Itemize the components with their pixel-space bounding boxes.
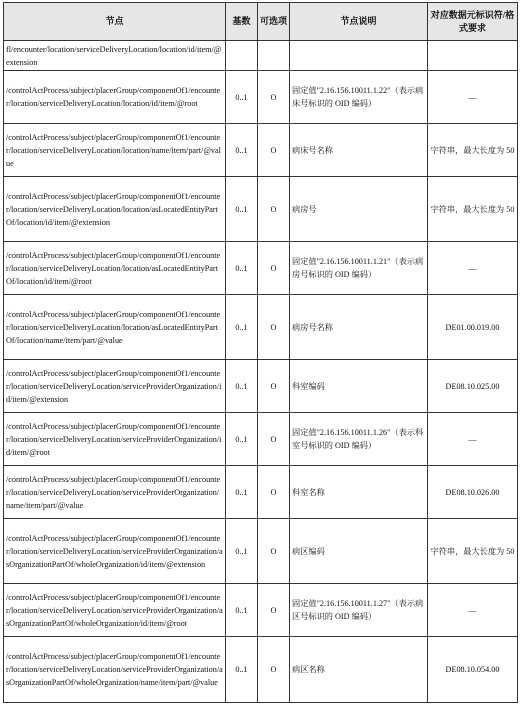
optional-cell: O <box>258 519 290 584</box>
format-cell: — <box>428 242 518 295</box>
format-cell: 字符串，最大长度为 50 <box>428 519 518 584</box>
format-cell: 字符串，最大长度为 50 <box>428 124 518 177</box>
optional-cell: O <box>258 466 290 519</box>
format-cell: — <box>428 413 518 466</box>
format-cell <box>428 41 518 71</box>
table-row <box>4 413 518 466</box>
cardinality-cell: 0..1 <box>226 519 258 584</box>
table-row <box>4 124 518 177</box>
optional-cell: O <box>258 124 290 177</box>
description-cell: 病房号名称 <box>290 295 428 360</box>
table-row <box>4 295 518 360</box>
cardinality-cell: 0..1 <box>226 637 258 703</box>
description-cell: 科室编码 <box>290 360 428 413</box>
description-cell: 病床号名称 <box>290 124 428 177</box>
table-body <box>4 41 518 703</box>
description-cell <box>290 41 428 71</box>
format-cell: DE08.10.025.00 <box>428 360 518 413</box>
table-row <box>4 242 518 295</box>
node-path-cell: /controlActProcess/subject/placerGroup/componentOf1/encounter/location/serviceDeliveryLocation/serviceProviderOrganization/asOrganizationPartOf/wholeOrganization/name/item/part/@value <box>4 637 226 703</box>
table-row <box>4 177 518 242</box>
table-row <box>4 519 518 584</box>
node-path-cell: /controlActProcess/subject/placerGroup/componentOf1/encounter/location/serviceDeliveryLocation/location/asLocatedEntityPartOf/location/name/item/part/@value <box>4 295 226 360</box>
optional-cell: O <box>258 242 290 295</box>
description-cell: 病房号 <box>290 177 428 242</box>
optional-cell: O <box>258 637 290 703</box>
header-node: 节点 <box>4 3 226 41</box>
description-cell: 固定值"2.16.156.10011.1.26"（表示科室号标识的 OID 编码） <box>290 413 428 466</box>
cardinality-cell: 0..1 <box>226 71 258 124</box>
node-path-cell: /controlActProcess/subject/placerGroup/componentOf1/encounter/location/serviceDeliveryLocation/serviceProviderOrganization/name/item/part/@value <box>4 466 226 519</box>
header-description: 节点说明 <box>290 3 428 41</box>
optional-cell: O <box>258 177 290 242</box>
format-cell: — <box>428 584 518 637</box>
node-path-cell: /controlActProcess/subject/placerGroup/componentOf1/encounter/location/serviceDeliveryLocation/location/asLocatedEntityPartOf/location/id/item/@extension <box>4 177 226 242</box>
description-cell: 科室名称 <box>290 466 428 519</box>
format-cell: — <box>428 71 518 124</box>
description-cell: 固定值"2.16.156.10011.1.27"（表示病区号标识的 OID 编码） <box>290 584 428 637</box>
header-format: 对应数据元标识符/格式要求 <box>428 3 518 41</box>
cardinality-cell: 0..1 <box>226 584 258 637</box>
optional-cell: O <box>258 584 290 637</box>
cardinality-cell: 0..1 <box>226 360 258 413</box>
cardinality-cell: 0..1 <box>226 295 258 360</box>
header-optional: 可选项 <box>258 3 290 41</box>
optional-cell: O <box>258 71 290 124</box>
table-row <box>4 584 518 637</box>
node-path-cell: /controlActProcess/subject/placerGroup/componentOf1/encounter/location/serviceDeliveryLocation/location/name/item/part/@value <box>4 124 226 177</box>
cardinality-cell <box>226 41 258 71</box>
optional-cell: O <box>258 295 290 360</box>
header-cardinality: 基数 <box>226 3 258 41</box>
spec-table <box>3 2 518 703</box>
cardinality-cell: 0..1 <box>226 413 258 466</box>
format-cell: DE08.10.054.00 <box>428 637 518 703</box>
node-path-cell: /controlActProcess/subject/placerGroup/componentOf1/encounter/location/serviceDeliveryLocation/serviceProviderOrganization/asOrganizationPartOf/wholeOrganization/id/item/@extension <box>4 519 226 584</box>
cardinality-cell: 0..1 <box>226 242 258 295</box>
node-path-cell: /controlActProcess/subject/placerGroup/componentOf1/encounter/location/serviceDeliveryLocation/serviceProviderOrganization/id/item/@root <box>4 413 226 466</box>
table-row <box>4 41 518 71</box>
node-path-cell: /controlActProcess/subject/placerGroup/componentOf1/encounter/location/serviceDeliveryLocation/serviceProviderOrganization/asOrganizationPartOf/wholeOrganization/id/item/@root <box>4 584 226 637</box>
description-cell: 病区编码 <box>290 519 428 584</box>
optional-cell: O <box>258 360 290 413</box>
cardinality-cell: 0..1 <box>226 177 258 242</box>
description-cell: 病区名称 <box>290 637 428 703</box>
node-path-cell: fl/encounter/location/serviceDeliveryLocation/location/id/item/@extension <box>4 41 226 71</box>
table-row <box>4 71 518 124</box>
node-path-cell: /controlActProcess/subject/placerGroup/componentOf1/encounter/location/serviceDeliveryLocation/serviceProviderOrganization/id/item/@extension <box>4 360 226 413</box>
optional-cell <box>258 41 290 71</box>
cardinality-cell: 0..1 <box>226 466 258 519</box>
description-cell: 固定值"2.16.156.10011.1.21"（表示病房号标识的 OID 编码） <box>290 242 428 295</box>
cardinality-cell: 0..1 <box>226 124 258 177</box>
table-row <box>4 466 518 519</box>
format-cell: 字符串，最大长度为 50 <box>428 177 518 242</box>
header-row <box>4 3 518 41</box>
node-path-cell: /controlActProcess/subject/placerGroup/componentOf1/encounter/location/serviceDeliveryLocation/location/asLocatedEntityPartOf/location/id/item/@root <box>4 242 226 295</box>
table-row <box>4 637 518 703</box>
format-cell: DE08.10.026.00 <box>428 466 518 519</box>
node-path-cell: /controlActProcess/subject/placerGroup/componentOf1/encounter/location/serviceDeliveryLocation/location/id/item/@root <box>4 71 226 124</box>
format-cell: DE01.00.019.00 <box>428 295 518 360</box>
optional-cell: O <box>258 413 290 466</box>
table-row <box>4 360 518 413</box>
description-cell: 固定值"2.16.156.10011.1.22"（表示病床号标识的 OID 编码） <box>290 71 428 124</box>
